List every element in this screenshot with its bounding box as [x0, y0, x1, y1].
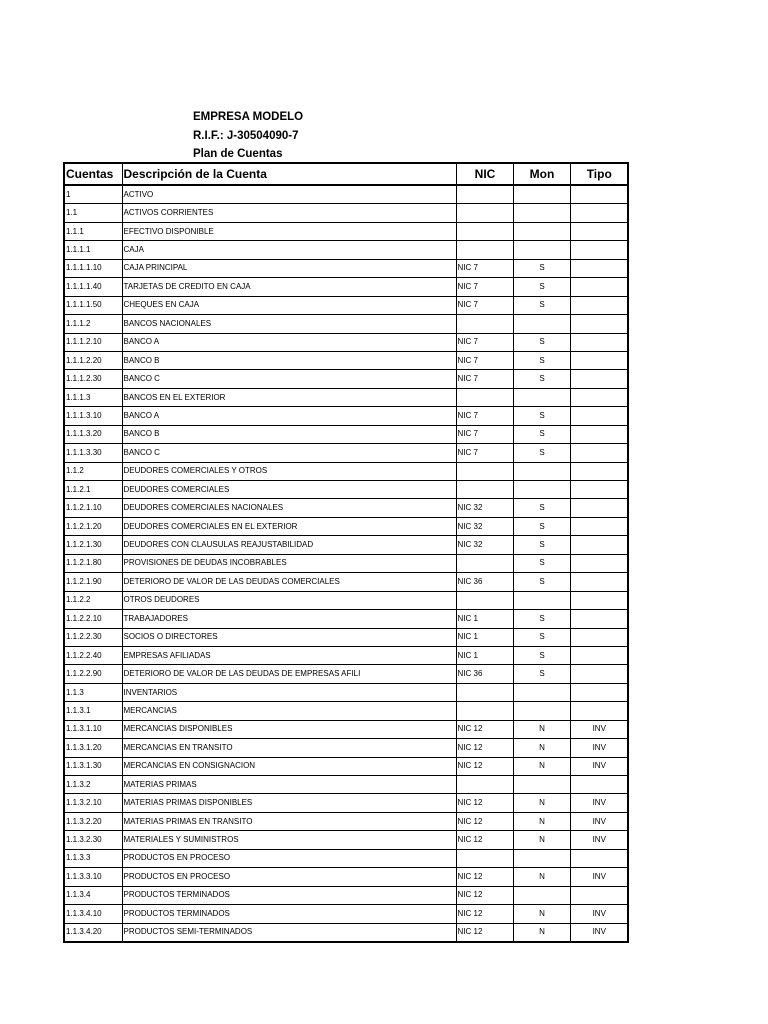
table-row	[64, 886, 628, 904]
table-row	[64, 241, 628, 259]
table-row	[64, 407, 628, 425]
nic-cell: NIC 12	[456, 812, 513, 830]
tipo-cell: INV	[570, 720, 628, 738]
tipo-cell	[570, 591, 628, 609]
mon-cell: S	[513, 425, 570, 443]
tipo-cell	[570, 185, 628, 204]
account-code-cell: 1.1.1.1	[64, 241, 122, 259]
nic-cell	[456, 591, 513, 609]
account-description-cell: CAJA PRINCIPAL	[122, 259, 456, 277]
account-code-cell: 1.1.3.1.30	[64, 757, 122, 775]
mon-cell	[513, 315, 570, 333]
tipo-cell	[570, 315, 628, 333]
mon-cell: S	[513, 296, 570, 314]
mon-cell: N	[513, 831, 570, 849]
account-description-cell: CHEQUES EN CAJA	[122, 296, 456, 314]
account-code-cell: 1.1.3.3	[64, 849, 122, 867]
account-description-cell: BANCO C	[122, 444, 456, 462]
account-code-cell: 1.1.2.1.90	[64, 573, 122, 591]
column-header-tipo: Tipo	[570, 163, 628, 185]
account-description-cell: BANCOS EN EL EXTERIOR	[122, 388, 456, 406]
account-code-cell: 1.1.1.3.20	[64, 425, 122, 443]
nic-cell: NIC 12	[456, 923, 513, 942]
table-row	[64, 370, 628, 388]
account-description-cell: PRODUCTOS EN PROCESO	[122, 868, 456, 886]
tipo-cell	[570, 517, 628, 535]
account-code-cell: 1.1.1.1.40	[64, 278, 122, 296]
account-code-cell: 1	[64, 185, 122, 204]
document-header	[193, 108, 303, 164]
mon-cell: N	[513, 905, 570, 923]
mon-cell: N	[513, 868, 570, 886]
accounts-table	[63, 162, 629, 943]
account-description-cell: BANCO C	[122, 370, 456, 388]
tipo-cell	[570, 444, 628, 462]
document-title: Plan de Cuentas	[193, 148, 283, 160]
nic-cell: NIC 12	[456, 868, 513, 886]
account-code-cell: 1.1.2.2.40	[64, 646, 122, 664]
nic-cell: NIC 1	[456, 628, 513, 646]
account-code-cell: 1.1.1.1.10	[64, 259, 122, 277]
account-code-cell: 1.1.3.4	[64, 886, 122, 904]
tipo-cell: INV	[570, 831, 628, 849]
mon-cell: N	[513, 757, 570, 775]
tipo-cell: INV	[570, 868, 628, 886]
mon-cell: N	[513, 812, 570, 830]
account-description-cell: BANCO B	[122, 425, 456, 443]
account-description-cell: BANCO A	[122, 407, 456, 425]
account-code-cell: 1.1.2.1.10	[64, 499, 122, 517]
account-description-cell: BANCO B	[122, 351, 456, 369]
account-description-cell: DETERIORO DE VALOR DE LAS DEUDAS DE EMPRESAS AFILI	[122, 665, 456, 683]
tipo-cell	[570, 481, 628, 499]
nic-cell: NIC 12	[456, 905, 513, 923]
account-description-cell: DEUDORES COMERCIALES	[122, 481, 456, 499]
nic-cell: NIC 7	[456, 370, 513, 388]
table-row	[64, 222, 628, 240]
mon-cell: S	[513, 407, 570, 425]
table-row	[64, 757, 628, 775]
account-description-cell: MERCANCIAS EN CONSIGNACION	[122, 757, 456, 775]
nic-cell: NIC 36	[456, 573, 513, 591]
account-description-cell: MATERIAS PRIMAS DISPONIBLES	[122, 794, 456, 812]
account-description-cell: DEUDORES COMERCIALES EN EL EXTERIOR	[122, 517, 456, 535]
tipo-cell	[570, 776, 628, 794]
mon-cell	[513, 462, 570, 480]
account-code-cell: 1.1.2.2.90	[64, 665, 122, 683]
tipo-cell	[570, 278, 628, 296]
account-description-cell: DEUDORES COMERCIALES NACIONALES	[122, 499, 456, 517]
account-code-cell: 1.1.1	[64, 222, 122, 240]
table-row	[64, 591, 628, 609]
tipo-cell: INV	[570, 794, 628, 812]
table-row	[64, 905, 628, 923]
nic-cell: NIC 1	[456, 610, 513, 628]
table-row	[64, 610, 628, 628]
account-code-cell: 1.1.2.1.30	[64, 536, 122, 554]
nic-cell	[456, 388, 513, 406]
nic-cell	[456, 702, 513, 720]
account-description-cell: PRODUCTOS SEMI-TERMINADOS	[122, 923, 456, 942]
mon-cell	[513, 683, 570, 701]
account-code-cell: 1.1.3.4.20	[64, 923, 122, 942]
nic-cell: NIC 7	[456, 351, 513, 369]
mon-cell	[513, 702, 570, 720]
table-row	[64, 444, 628, 462]
account-description-cell: PRODUCTOS EN PROCESO	[122, 849, 456, 867]
mon-cell: S	[513, 646, 570, 664]
account-code-cell: 1.1.1.1.50	[64, 296, 122, 314]
mon-cell: S	[513, 665, 570, 683]
table-row	[64, 739, 628, 757]
tipo-cell	[570, 462, 628, 480]
account-code-cell: 1.1.3.2.10	[64, 794, 122, 812]
table-row	[64, 831, 628, 849]
mon-cell	[513, 388, 570, 406]
table-row	[64, 333, 628, 351]
table-row	[64, 499, 628, 517]
column-header-mon: Mon	[513, 163, 570, 185]
account-description-cell: DEUDORES CON CLAUSULAS REAJUSTABILIDAD	[122, 536, 456, 554]
mon-cell	[513, 481, 570, 499]
nic-cell: NIC 32	[456, 517, 513, 535]
table-row	[64, 278, 628, 296]
column-header-nic: NIC	[456, 163, 513, 185]
nic-cell: NIC 12	[456, 831, 513, 849]
table-row	[64, 702, 628, 720]
table-row	[64, 388, 628, 406]
account-description-cell: EMPRESAS AFILIADAS	[122, 646, 456, 664]
account-description-cell: DEUDORES COMERCIALES Y OTROS	[122, 462, 456, 480]
account-code-cell: 1.1.2.1.20	[64, 517, 122, 535]
table-row	[64, 462, 628, 480]
nic-cell: NIC 7	[456, 259, 513, 277]
mon-cell	[513, 222, 570, 240]
mon-cell	[513, 886, 570, 904]
account-description-cell: MATERIAS PRIMAS	[122, 776, 456, 794]
table-header-row	[64, 163, 628, 185]
tipo-cell	[570, 222, 628, 240]
table-row	[64, 425, 628, 443]
table-row	[64, 259, 628, 277]
table-row	[64, 204, 628, 222]
table-row	[64, 481, 628, 499]
account-description-cell: EFECTIVO DISPONIBLE	[122, 222, 456, 240]
nic-cell: NIC 7	[456, 425, 513, 443]
account-code-cell: 1.1.2.2.10	[64, 610, 122, 628]
table-row	[64, 185, 628, 204]
mon-cell: S	[513, 554, 570, 572]
table-row	[64, 720, 628, 738]
tipo-cell	[570, 333, 628, 351]
mon-cell: N	[513, 739, 570, 757]
nic-cell: NIC 7	[456, 296, 513, 314]
account-description-cell: MATERIAS PRIMAS EN TRANSITO	[122, 812, 456, 830]
nic-cell	[456, 315, 513, 333]
account-code-cell: 1.1.2.1.80	[64, 554, 122, 572]
nic-cell	[456, 481, 513, 499]
nic-cell: NIC 7	[456, 278, 513, 296]
nic-cell: NIC 32	[456, 499, 513, 517]
account-description-cell: CAJA	[122, 241, 456, 259]
account-code-cell: 1.1.3.1	[64, 702, 122, 720]
tipo-cell	[570, 886, 628, 904]
table-row	[64, 794, 628, 812]
table-row	[64, 776, 628, 794]
tipo-cell: INV	[570, 923, 628, 942]
account-description-cell: MERCANCIAS DISPONIBLES	[122, 720, 456, 738]
mon-cell: S	[513, 610, 570, 628]
mon-cell: N	[513, 923, 570, 942]
account-code-cell: 1.1.2	[64, 462, 122, 480]
account-description-cell: BANCOS NACIONALES	[122, 315, 456, 333]
tipo-cell	[570, 665, 628, 683]
table-row	[64, 554, 628, 572]
table-row	[64, 573, 628, 591]
account-code-cell: 1.1.1.2.10	[64, 333, 122, 351]
account-description-cell: INVENTARIOS	[122, 683, 456, 701]
account-description-cell: ACTIVOS CORRIENTES	[122, 204, 456, 222]
table-row	[64, 296, 628, 314]
account-description-cell: TARJETAS DE CREDITO EN CAJA	[122, 278, 456, 296]
account-code-cell: 1.1.3.4.10	[64, 905, 122, 923]
table-row	[64, 517, 628, 535]
table-row	[64, 315, 628, 333]
nic-cell: NIC 12	[456, 720, 513, 738]
nic-cell	[456, 776, 513, 794]
tipo-cell	[570, 407, 628, 425]
nic-cell: NIC 1	[456, 646, 513, 664]
nic-cell	[456, 222, 513, 240]
mon-cell: S	[513, 333, 570, 351]
account-code-cell: 1.1.1.2.30	[64, 370, 122, 388]
account-description-cell: BANCO A	[122, 333, 456, 351]
mon-cell: S	[513, 517, 570, 535]
nic-cell	[456, 241, 513, 259]
mon-cell: N	[513, 794, 570, 812]
tipo-cell	[570, 554, 628, 572]
mon-cell: N	[513, 720, 570, 738]
tipo-cell	[570, 628, 628, 646]
mon-cell: S	[513, 628, 570, 646]
mon-cell: S	[513, 351, 570, 369]
nic-cell	[456, 849, 513, 867]
account-description-cell: MERCANCIAS	[122, 702, 456, 720]
tipo-cell	[570, 388, 628, 406]
table-row	[64, 351, 628, 369]
nic-cell: NIC 12	[456, 794, 513, 812]
table-row	[64, 646, 628, 664]
tipo-cell	[570, 259, 628, 277]
account-description-cell: SOCIOS O DIRECTORES	[122, 628, 456, 646]
nic-cell: NIC 12	[456, 757, 513, 775]
mon-cell	[513, 849, 570, 867]
table-row	[64, 868, 628, 886]
tipo-cell	[570, 204, 628, 222]
company-name: EMPRESA MODELO	[193, 111, 304, 123]
mon-cell	[513, 776, 570, 794]
tipo-cell	[570, 702, 628, 720]
table-row	[64, 628, 628, 646]
tipo-cell	[570, 296, 628, 314]
tipo-cell	[570, 370, 628, 388]
tipo-cell	[570, 849, 628, 867]
account-code-cell: 1.1.3.2.20	[64, 812, 122, 830]
account-code-cell: 1.1.3.1.10	[64, 720, 122, 738]
account-code-cell: 1.1.1.3.10	[64, 407, 122, 425]
tipo-cell	[570, 646, 628, 664]
nic-cell	[456, 554, 513, 572]
tipo-cell: INV	[570, 812, 628, 830]
tipo-cell: INV	[570, 905, 628, 923]
account-description-cell: ACTIVO	[122, 185, 456, 204]
table-row	[64, 812, 628, 830]
tipo-cell	[570, 610, 628, 628]
tipo-cell	[570, 241, 628, 259]
mon-cell: S	[513, 573, 570, 591]
account-code-cell: 1.1	[64, 204, 122, 222]
account-code-cell: 1.1.1.3.30	[64, 444, 122, 462]
mon-cell	[513, 204, 570, 222]
nic-cell: NIC 7	[456, 333, 513, 351]
tipo-cell	[570, 683, 628, 701]
table-row	[64, 849, 628, 867]
nic-cell	[456, 462, 513, 480]
account-description-cell: DETERIORO DE VALOR DE LAS DEUDAS COMERCIALES	[122, 573, 456, 591]
nic-cell: NIC 7	[456, 444, 513, 462]
nic-cell: NIC 32	[456, 536, 513, 554]
account-code-cell: 1.1.3.2	[64, 776, 122, 794]
tipo-cell	[570, 499, 628, 517]
account-description-cell: PRODUCTOS TERMINADOS	[122, 905, 456, 923]
tipo-cell	[570, 536, 628, 554]
nic-cell: NIC 7	[456, 407, 513, 425]
account-code-cell: 1.1.3	[64, 683, 122, 701]
mon-cell	[513, 241, 570, 259]
account-code-cell: 1.1.3.3.10	[64, 868, 122, 886]
account-code-cell: 1.1.1.2.20	[64, 351, 122, 369]
table-row	[64, 665, 628, 683]
account-description-cell: PROVISIONES DE DEUDAS INCOBRABLES	[122, 554, 456, 572]
account-description-cell: PRODUCTOS TERMINADOS	[122, 886, 456, 904]
account-code-cell: 1.1.2.2.30	[64, 628, 122, 646]
account-code-cell: 1.1.2.1	[64, 481, 122, 499]
company-rif: R.I.F.: J-30504090-7	[193, 129, 299, 142]
mon-cell	[513, 185, 570, 204]
column-header-descripcion: Descripción de la Cuenta	[122, 163, 456, 185]
account-code-cell: 1.1.2.2	[64, 591, 122, 609]
nic-cell	[456, 683, 513, 701]
column-header-cuentas: Cuentas	[64, 163, 122, 185]
mon-cell: S	[513, 444, 570, 462]
tipo-cell	[570, 573, 628, 591]
tipo-cell	[570, 425, 628, 443]
table-row	[64, 536, 628, 554]
account-code-cell: 1.1.3.2.30	[64, 831, 122, 849]
mon-cell: S	[513, 499, 570, 517]
account-code-cell: 1.1.3.1.20	[64, 739, 122, 757]
mon-cell: S	[513, 536, 570, 554]
table-row	[64, 923, 628, 942]
account-code-cell: 1.1.1.2	[64, 315, 122, 333]
nic-cell: NIC 12	[456, 739, 513, 757]
account-description-cell: OTROS DEUDORES	[122, 591, 456, 609]
account-code-cell: 1.1.1.3	[64, 388, 122, 406]
mon-cell: S	[513, 259, 570, 277]
tipo-cell	[570, 351, 628, 369]
nic-cell: NIC 12	[456, 886, 513, 904]
mon-cell: S	[513, 278, 570, 296]
mon-cell	[513, 591, 570, 609]
tipo-cell: INV	[570, 757, 628, 775]
account-description-cell: MERCANCIAS EN TRANSITO	[122, 739, 456, 757]
nic-cell	[456, 185, 513, 204]
nic-cell	[456, 204, 513, 222]
mon-cell: S	[513, 370, 570, 388]
nic-cell: NIC 36	[456, 665, 513, 683]
account-description-cell: MATERIALES Y SUMINISTROS	[122, 831, 456, 849]
account-description-cell: TRABAJADORES	[122, 610, 456, 628]
table-row	[64, 683, 628, 701]
tipo-cell: INV	[570, 739, 628, 757]
